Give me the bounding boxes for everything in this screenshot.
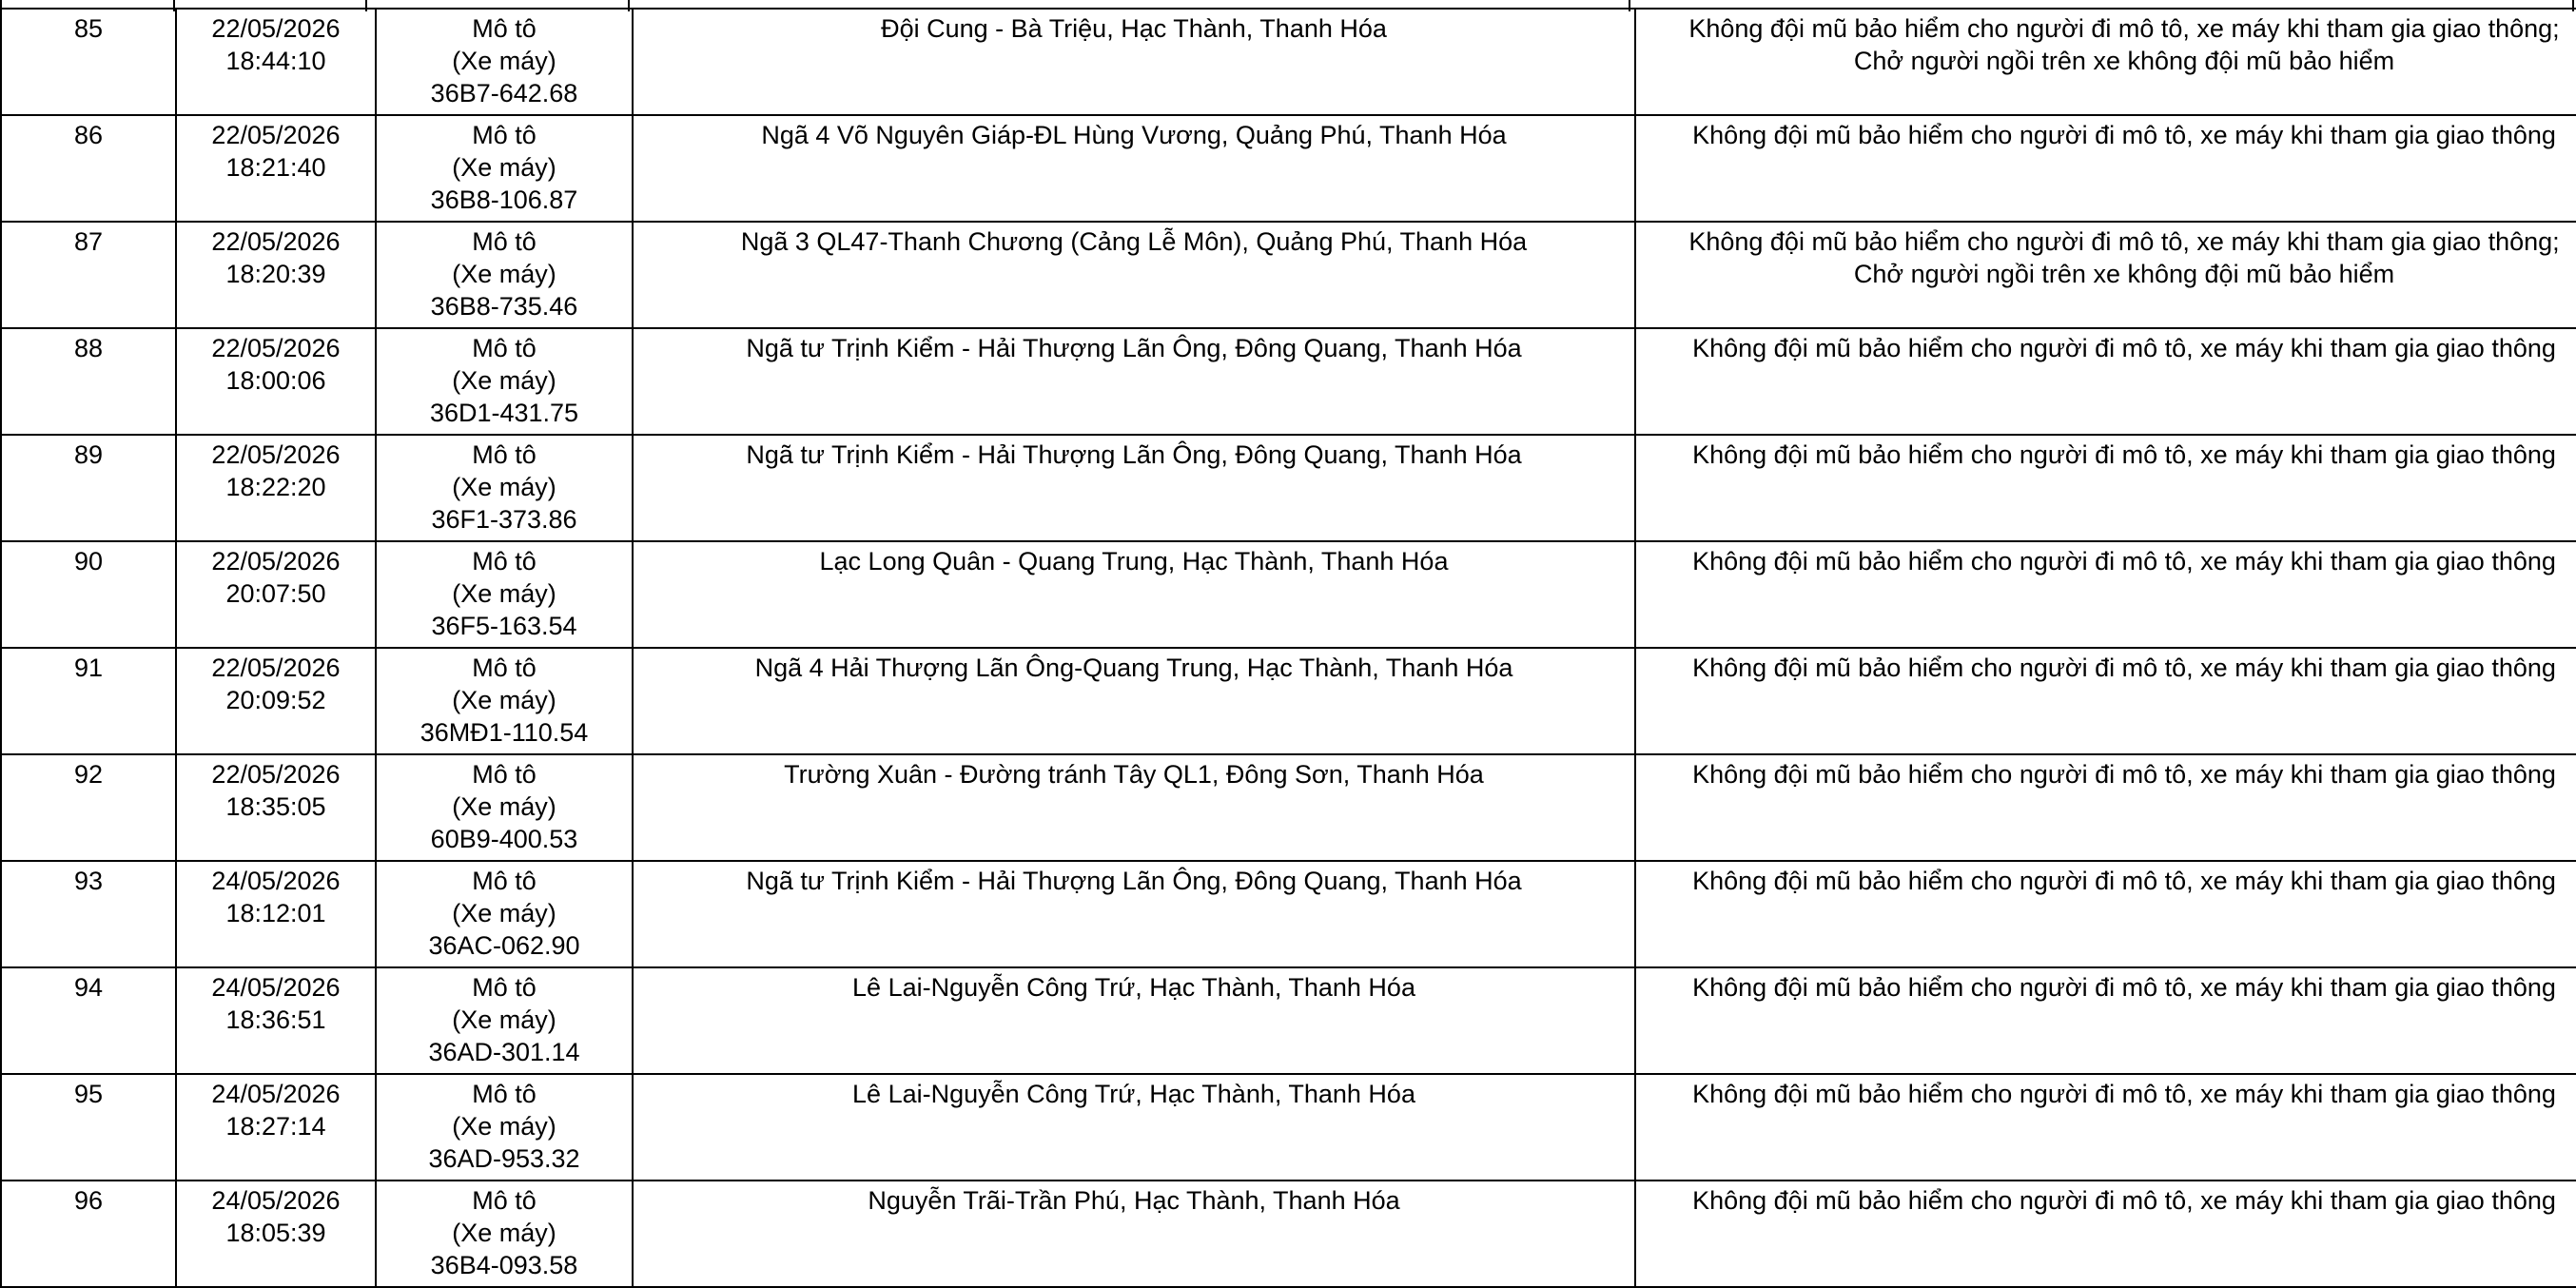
violation-cell (1635, 222, 2576, 328)
violation-location: Ngã 4 Hải Thượng Lãn Ông-Quang Trung, Hạc Thành, Thanh Hóa (754, 654, 1513, 682)
table-row (1, 754, 2576, 861)
vehicle-type: Mô tô (472, 867, 537, 895)
violation-description: Không đội mũ bảo hiểm cho người đi mô tô, xe máy khi tham gia giao thông (1692, 547, 2556, 576)
row-number-cell (1, 9, 176, 115)
violation-date: 22/05/2026 (211, 654, 341, 682)
table-row (1, 435, 2576, 541)
violation-date: 24/05/2026 (211, 973, 341, 1002)
vehicle-type: Mô tô (472, 760, 537, 789)
vehicle-cell (376, 1074, 633, 1181)
violation-time: 18:00:06 (225, 366, 326, 395)
violation-description: Không đội mũ bảo hiểm cho người đi mô tô, xe máy khi tham gia giao thông; (1688, 227, 2560, 256)
license-plate: 36D1-431.75 (429, 399, 579, 427)
vehicle-cell (376, 1181, 633, 1287)
violations-table (0, 8, 2576, 1288)
license-plate: 36AC-062.90 (428, 931, 580, 960)
vehicle-type: Mô tô (472, 14, 537, 43)
violation-location: Lê Lai-Nguyễn Công Trứ, Hạc Thành, Thanh Hóa (852, 1080, 1415, 1108)
violation-location: Ngã tư Trịnh Kiểm - Hải Thượng Lãn Ông, Đông Quang, Thanh Hóa (746, 334, 1522, 362)
license-plate: 60B9-400.53 (430, 825, 578, 853)
violation-location: Ngã tư Trịnh Kiểm - Hải Thượng Lãn Ông, Đông Quang, Thanh Hóa (746, 440, 1522, 469)
violation-cell (1635, 967, 2576, 1074)
violation-date: 22/05/2026 (211, 121, 341, 149)
vehicle-cell (376, 967, 633, 1074)
timestamp-cell (176, 328, 376, 435)
vehicle-subtype: (Xe máy) (452, 899, 556, 927)
row-number-cell (1, 648, 176, 754)
timestamp-cell (176, 222, 376, 328)
vehicle-subtype: (Xe máy) (452, 792, 556, 821)
location-cell (633, 648, 1635, 754)
location-cell (633, 222, 1635, 328)
timestamp-cell (176, 541, 376, 648)
vehicle-type: Mô tô (472, 334, 537, 362)
violation-time: 18:35:05 (225, 792, 326, 821)
violation-time: 20:09:52 (225, 686, 326, 714)
violation-cell (1635, 1181, 2576, 1287)
row-number: 92 (73, 760, 104, 789)
timestamp-cell (176, 648, 376, 754)
violation-cell (1635, 435, 2576, 541)
vehicle-type: Mô tô (472, 227, 537, 256)
violation-time: 18:12:01 (225, 899, 326, 927)
row-number-cell (1, 328, 176, 435)
violation-cell (1635, 541, 2576, 648)
violation-location: Lê Lai-Nguyễn Công Trứ, Hạc Thành, Thanh Hóa (852, 973, 1415, 1002)
row-number: 96 (73, 1186, 104, 1215)
location-cell (633, 1181, 1635, 1287)
table-row (1, 9, 2576, 115)
license-plate: 36F1-373.86 (431, 505, 577, 534)
violation-time: 18:20:39 (225, 260, 326, 288)
row-number: 89 (73, 440, 104, 469)
timestamp-cell (176, 1074, 376, 1181)
violation-cell (1635, 9, 2576, 115)
violation-date: 22/05/2026 (211, 334, 341, 362)
violation-cell (1635, 328, 2576, 435)
violation-date: 22/05/2026 (211, 227, 341, 256)
location-cell (633, 541, 1635, 648)
violation-description-extra: Chở người ngồi trên xe không đội mũ bảo hiểm (1853, 260, 2395, 288)
row-number-cell (1, 754, 176, 861)
timestamp-cell (176, 115, 376, 222)
row-number: 87 (73, 227, 104, 256)
vehicle-type: Mô tô (472, 440, 537, 469)
violation-location: Nguyễn Trãi-Trần Phú, Hạc Thành, Thanh Hóa (868, 1186, 1400, 1215)
row-number: 88 (73, 334, 104, 362)
violation-time: 18:27:14 (225, 1112, 326, 1141)
row-number: 94 (73, 973, 104, 1002)
row-number-cell (1, 1181, 176, 1287)
table-row (1, 861, 2576, 967)
violation-date: 22/05/2026 (211, 14, 341, 43)
license-plate: 36B7-642.68 (430, 79, 578, 107)
vehicle-type: Mô tô (472, 1186, 537, 1215)
vehicle-subtype: (Xe máy) (452, 473, 556, 501)
violation-description: Không đội mũ bảo hiểm cho người đi mô tô, xe máy khi tham gia giao thông (1692, 440, 2556, 469)
violation-location: Ngã 4 Võ Nguyên Giáp-ĐL Hùng Vương, Quảng Phú, Thanh Hóa (761, 121, 1507, 149)
violation-date: 22/05/2026 (211, 440, 341, 469)
row-number: 85 (73, 14, 104, 43)
violation-time: 18:22:20 (225, 473, 326, 501)
row-number-cell (1, 435, 176, 541)
vehicle-subtype: (Xe máy) (452, 366, 556, 395)
violations-table-body (1, 9, 2576, 1287)
violation-time: 20:07:50 (225, 579, 326, 608)
violation-description: Không đội mũ bảo hiểm cho người đi mô tô, xe máy khi tham gia giao thông; (1688, 14, 2560, 43)
license-plate: 36B8-106.87 (430, 185, 578, 214)
vehicle-cell (376, 754, 633, 861)
row-number-cell (1, 115, 176, 222)
vehicle-cell (376, 541, 633, 648)
row-number-cell (1, 967, 176, 1074)
violation-time: 18:05:39 (225, 1219, 326, 1247)
row-number-cell (1, 1074, 176, 1181)
row-number: 95 (73, 1080, 104, 1108)
vehicle-cell (376, 9, 633, 115)
violation-description: Không đội mũ bảo hiểm cho người đi mô tô, xe máy khi tham gia giao thông (1692, 334, 2556, 362)
vehicle-subtype: (Xe máy) (452, 153, 556, 182)
location-cell (633, 967, 1635, 1074)
violation-description: Không đội mũ bảo hiểm cho người đi mô tô, xe máy khi tham gia giao thông (1692, 1186, 2556, 1215)
table-row (1, 1181, 2576, 1287)
vehicle-cell (376, 328, 633, 435)
location-cell (633, 754, 1635, 861)
timestamp-cell (176, 754, 376, 861)
violation-time: 18:21:40 (225, 153, 326, 182)
table-row (1, 115, 2576, 222)
row-number: 91 (73, 654, 104, 682)
table-row (1, 222, 2576, 328)
vehicle-cell (376, 648, 633, 754)
vehicle-type: Mô tô (472, 654, 537, 682)
violation-description: Không đội mũ bảo hiểm cho người đi mô tô, xe máy khi tham gia giao thông (1692, 654, 2556, 682)
violation-date: 22/05/2026 (211, 547, 341, 576)
timestamp-cell (176, 967, 376, 1074)
vehicle-subtype: (Xe máy) (452, 1219, 556, 1247)
vehicle-subtype: (Xe máy) (452, 1005, 556, 1034)
violation-description: Không đội mũ bảo hiểm cho người đi mô tô, xe máy khi tham gia giao thông (1692, 867, 2556, 895)
location-cell (633, 861, 1635, 967)
vehicle-type: Mô tô (472, 1080, 537, 1108)
vehicle-subtype: (Xe máy) (452, 260, 556, 288)
violation-date: 24/05/2026 (211, 867, 341, 895)
location-cell (633, 328, 1635, 435)
violation-time: 18:44:10 (225, 47, 326, 75)
violation-cell (1635, 1074, 2576, 1181)
location-cell (633, 115, 1635, 222)
vehicle-cell (376, 861, 633, 967)
vehicle-cell (376, 435, 633, 541)
vehicle-type: Mô tô (472, 121, 537, 149)
row-number: 86 (73, 121, 104, 149)
violation-description: Không đội mũ bảo hiểm cho người đi mô tô, xe máy khi tham gia giao thông (1692, 1080, 2556, 1108)
vehicle-subtype: (Xe máy) (452, 1112, 556, 1141)
row-number-cell (1, 861, 176, 967)
row-number-cell (1, 541, 176, 648)
license-plate: 36F5-163.54 (431, 612, 577, 640)
license-plate: 36AD-301.14 (428, 1038, 580, 1066)
violation-cell (1635, 115, 2576, 222)
violation-cell (1635, 754, 2576, 861)
violation-cell (1635, 648, 2576, 754)
location-cell (633, 435, 1635, 541)
vehicle-cell (376, 222, 633, 328)
violation-description-extra: Chở người ngồi trên xe không đội mũ bảo hiểm (1853, 47, 2395, 75)
row-number-cell (1, 222, 176, 328)
timestamp-cell (176, 1181, 376, 1287)
table-row (1, 648, 2576, 754)
row-number: 90 (73, 547, 104, 576)
table-row (1, 1074, 2576, 1181)
license-plate: 36MĐ1-110.54 (420, 718, 589, 747)
violation-date: 24/05/2026 (211, 1080, 341, 1108)
row-number: 93 (73, 867, 104, 895)
timestamp-cell (176, 861, 376, 967)
location-cell (633, 1074, 1635, 1181)
violation-cell (1635, 861, 2576, 967)
violation-time: 18:36:51 (225, 1005, 326, 1034)
table-row (1, 328, 2576, 435)
license-plate: 36B8-735.46 (430, 292, 578, 321)
violation-location: Ngã 3 QL47-Thanh Chương (Cảng Lễ Môn), Quảng Phú, Thanh Hóa (740, 227, 1528, 256)
violation-location: Ngã tư Trịnh Kiểm - Hải Thượng Lãn Ông, Đông Quang, Thanh Hóa (746, 867, 1522, 895)
table-row (1, 967, 2576, 1074)
violation-location: Lạc Long Quân - Quang Trung, Hạc Thành, Thanh Hóa (819, 547, 1449, 576)
vehicle-type: Mô tô (472, 547, 537, 576)
table-row (1, 541, 2576, 648)
vehicle-subtype: (Xe máy) (452, 579, 556, 608)
license-plate: 36B4-093.58 (430, 1251, 578, 1279)
violation-date: 22/05/2026 (211, 760, 341, 789)
violation-location: Trường Xuân - Đường tránh Tây QL1, Đông Sơn, Thanh Hóa (784, 760, 1484, 789)
vehicle-type: Mô tô (472, 973, 537, 1002)
timestamp-cell (176, 9, 376, 115)
violation-description: Không đội mũ bảo hiểm cho người đi mô tô, xe máy khi tham gia giao thông (1692, 760, 2556, 789)
violation-description: Không đội mũ bảo hiểm cho người đi mô tô, xe máy khi tham gia giao thông (1692, 121, 2556, 149)
vehicle-subtype: (Xe máy) (452, 686, 556, 714)
violation-location: Đội Cung - Bà Triệu, Hạc Thành, Thanh Hóa (881, 14, 1387, 43)
violation-date: 24/05/2026 (211, 1186, 341, 1215)
timestamp-cell (176, 435, 376, 541)
location-cell (633, 9, 1635, 115)
license-plate: 36AD-953.32 (428, 1144, 580, 1173)
vehicle-cell (376, 115, 633, 222)
violation-description: Không đội mũ bảo hiểm cho người đi mô tô, xe máy khi tham gia giao thông (1692, 973, 2556, 1002)
vehicle-subtype: (Xe máy) (452, 47, 556, 75)
